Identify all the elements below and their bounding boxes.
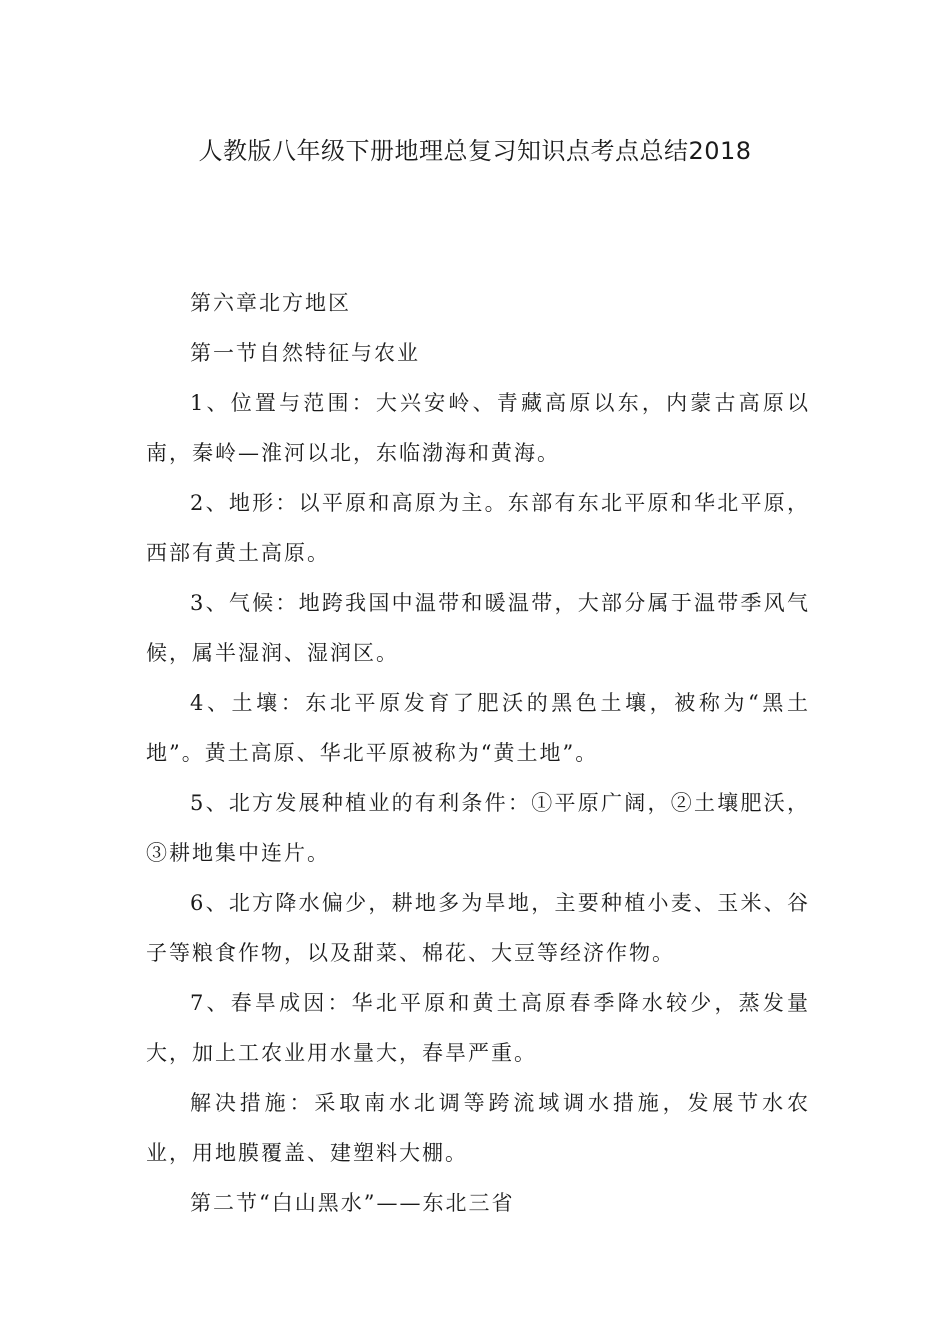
paragraph-crops: 6、北方降水偏少，耕地多为旱地，主要种植小麦、玉米、谷子等粮食作物，以及甜菜、棉花、大豆等经济作物。 — [146, 891, 810, 965]
paragraph-soil: 4、土壤：东北平原发育了肥沃的黑色土壤，被称为“黑土地”。黄土高原、华北平原被称为“黄土地”。 — [146, 691, 810, 765]
section-heading: 第一节自然特征与农业 — [190, 341, 420, 365]
document-title: 人教版八年级下册地理总复习知识点考点总结2018 — [198, 137, 752, 165]
paragraph-climate: 3、气候：地跨我国中温带和暖温带，大部分属于温带季风气候，属半湿润、湿润区。 — [146, 591, 810, 665]
paragraph-spring-drought: 7、春旱成因：华北平原和黄土高原春季降水较少，蒸发量大，加上工农业用水量大，春旱严重。 — [146, 991, 810, 1065]
paragraph-conditions: 5、北方发展种植业的有利条件：①平原广阔，②土壤肥沃，③耕地集中连片。 — [146, 791, 810, 865]
document-body — [146, 278, 810, 1228]
paragraph-terrain: 2、地形：以平原和高原为主。东部有东北平原和华北平原，西部有黄土高原。 — [146, 491, 810, 565]
section-heading-2: 第二节“白山黑水”——东北三省 — [190, 1191, 515, 1215]
chapter-heading: 第六章北方地区 — [190, 291, 351, 315]
paragraph-solutions: 解决措施：采取南水北调等跨流域调水措施，发展节水农业，用地膜覆盖、建塑料大棚。 — [146, 1091, 810, 1165]
paragraph-location: 1、位置与范围：大兴安岭、青藏高原以东，内蒙古高原以南，秦岭—淮河以北，东临渤海和黄海。 — [146, 391, 810, 465]
